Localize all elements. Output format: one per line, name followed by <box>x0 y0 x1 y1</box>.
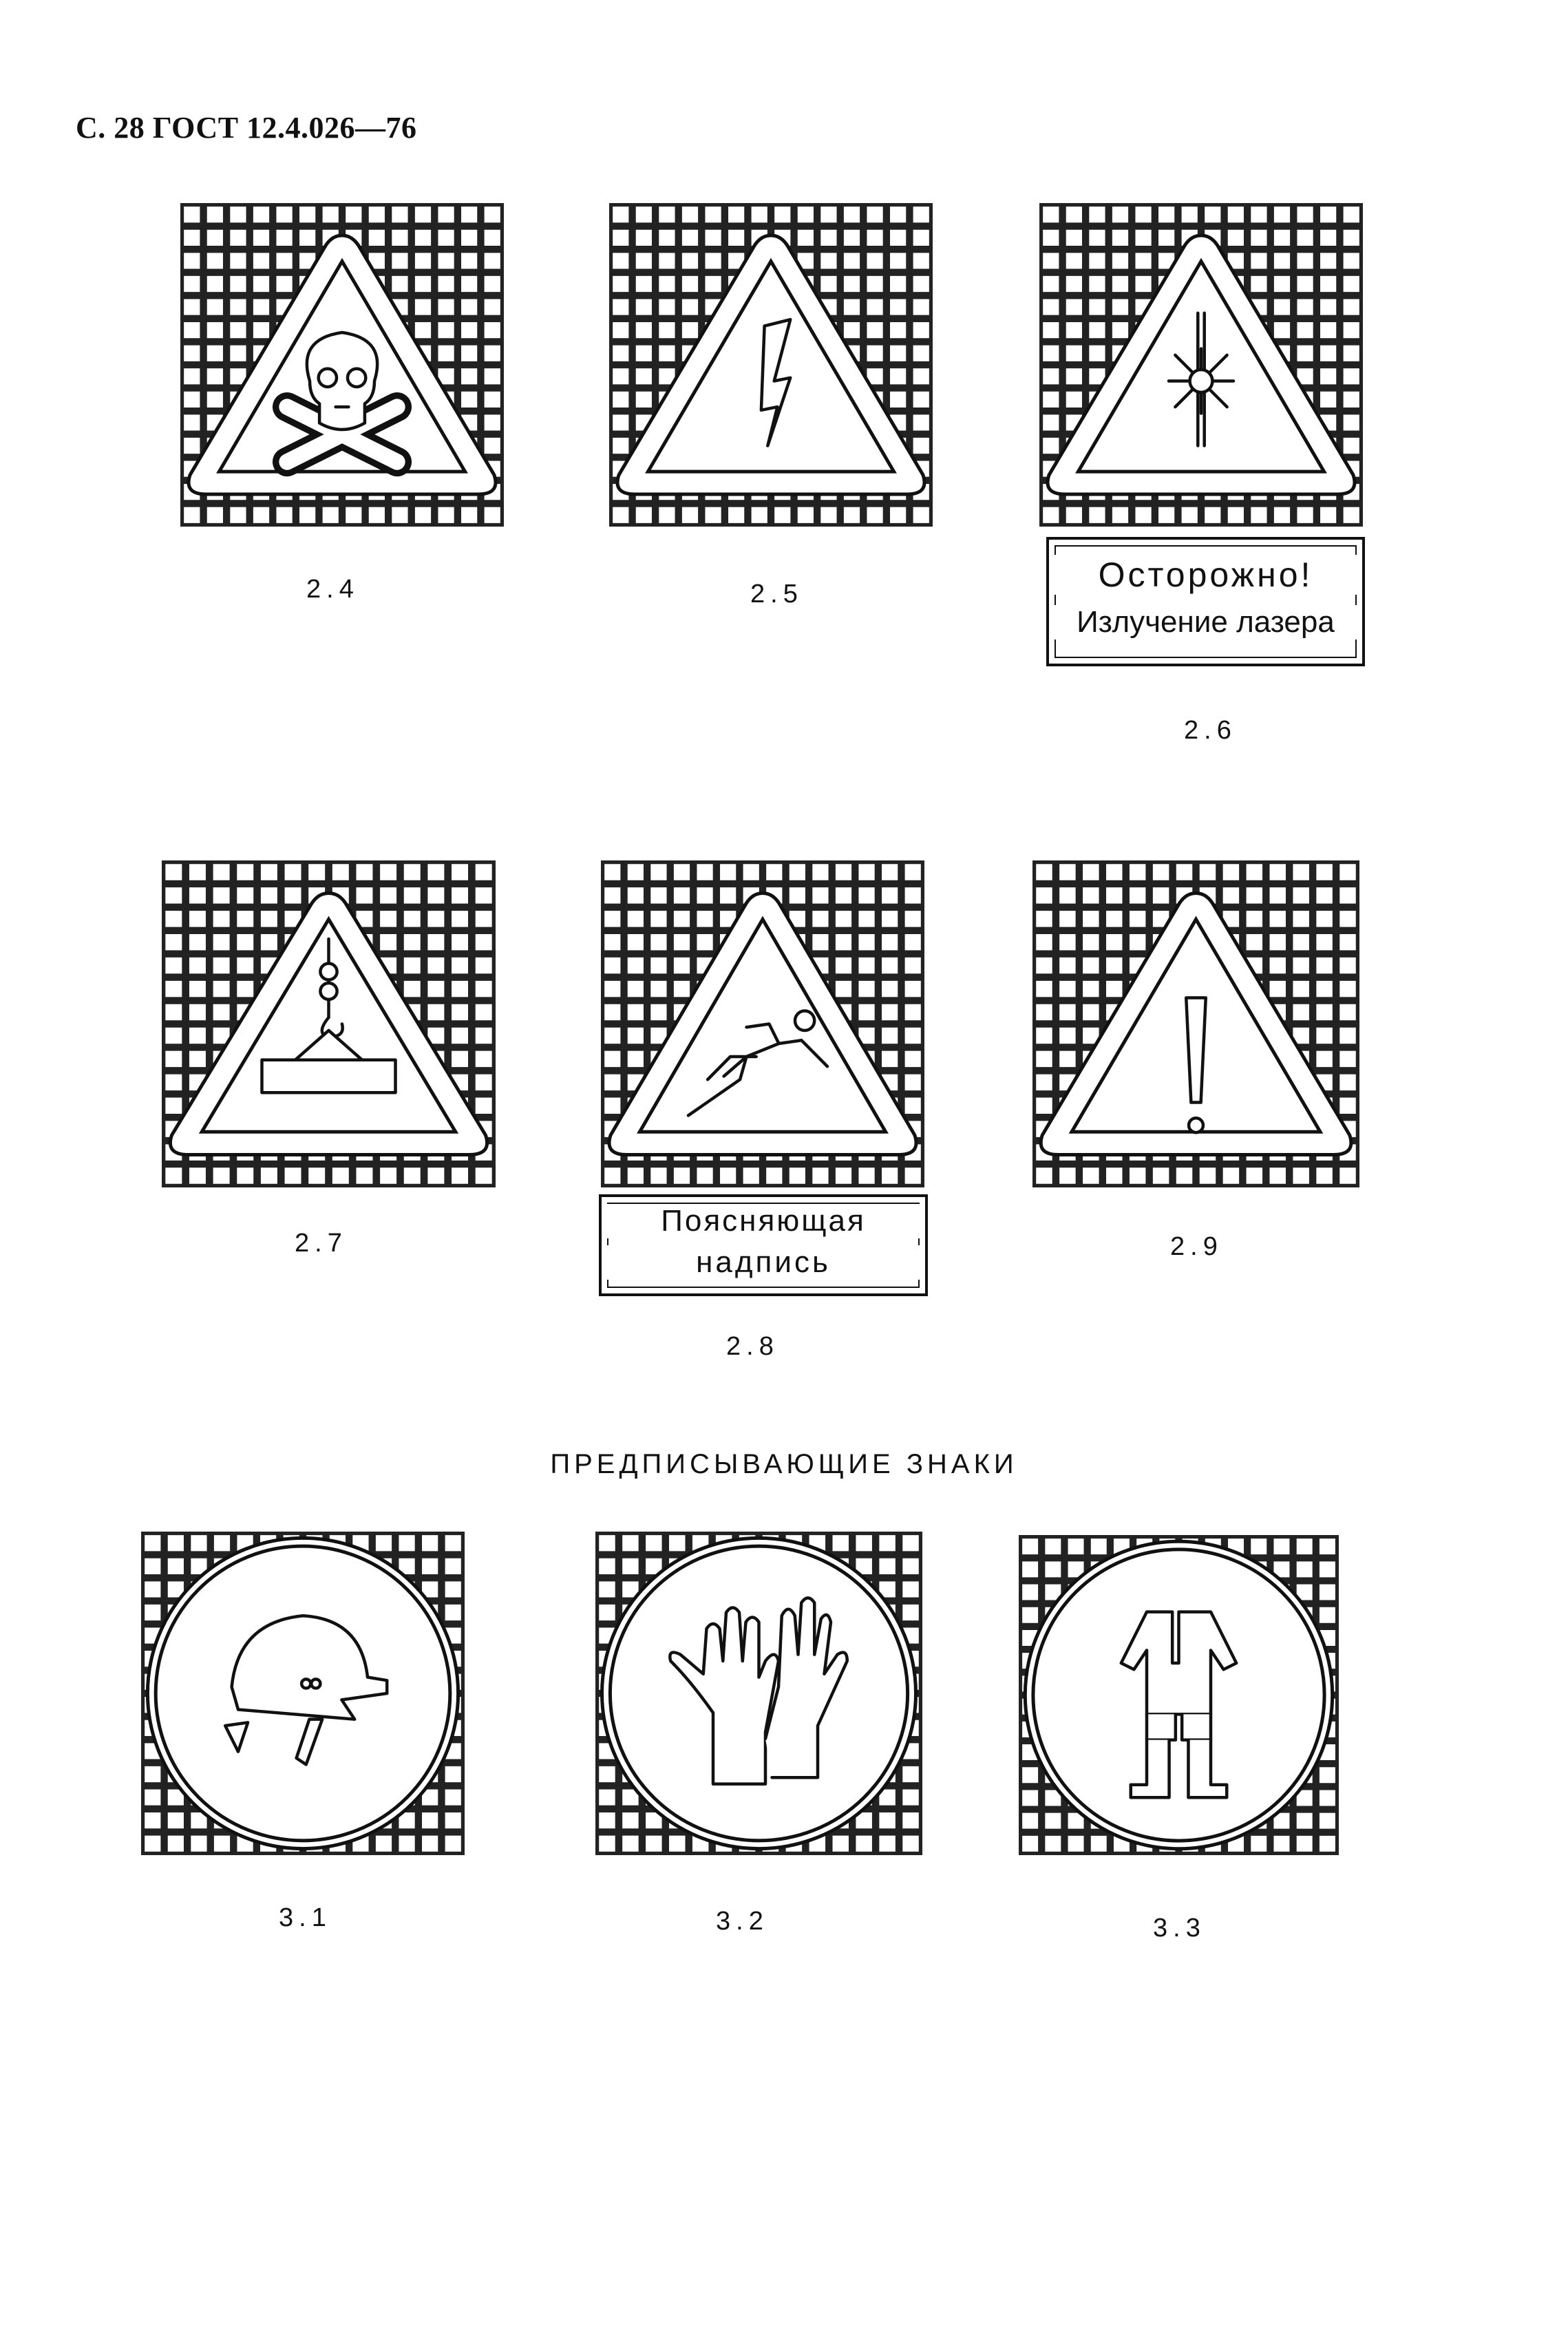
sign-2-8-panel-line-2: надпись <box>602 1245 925 1280</box>
mandatory-sign-3-2 <box>595 1532 922 1855</box>
sign-3-2-graphic <box>595 1532 922 1855</box>
section-title: ПРЕДПИСЫВАЮЩИЕ ЗНАКИ <box>550 1449 1018 1479</box>
caption-3-3: 3.3 <box>1153 1914 1206 1943</box>
sign-2-8-graphic <box>601 860 924 1187</box>
sign-2-8-panel-line-1: Поясняющая <box>602 1204 925 1238</box>
warning-sign-2-7 <box>162 860 496 1187</box>
sign-3-3-graphic <box>1019 1535 1339 1855</box>
caption-2-8: 2.8 <box>726 1332 779 1361</box>
sign-2-9-graphic <box>1032 860 1359 1187</box>
caption-2-7: 2.7 <box>295 1229 348 1258</box>
sign-2-6-panel-line-2: Излучение лазера <box>1049 605 1362 639</box>
sign-2-6-panel <box>1046 537 1365 666</box>
sign-2-6-graphic <box>1039 203 1363 527</box>
caption-3-2: 3.2 <box>716 1907 769 1936</box>
sign-2-8-panel <box>599 1194 928 1296</box>
warning-sign-2-6 <box>1039 203 1363 527</box>
sign-3-1-graphic <box>141 1532 465 1855</box>
mandatory-sign-3-3 <box>1019 1535 1339 1855</box>
caption-2-5: 2.5 <box>750 580 803 609</box>
sign-2-6-panel-line-1: Осторожно! <box>1049 555 1362 595</box>
sign-2-4-graphic <box>180 203 504 527</box>
warning-sign-2-8 <box>601 860 924 1187</box>
caption-2-9: 2.9 <box>1170 1232 1223 1261</box>
sign-2-7-graphic <box>162 860 496 1187</box>
warning-sign-2-5 <box>609 203 933 527</box>
page-header: С. 28 ГОСТ 12.4.026—76 <box>76 111 417 145</box>
sign-2-5-graphic <box>609 203 933 527</box>
warning-sign-2-4 <box>180 203 504 527</box>
caption-2-6: 2.6 <box>1184 716 1237 745</box>
mandatory-sign-3-1 <box>141 1532 465 1855</box>
caption-2-4: 2.4 <box>306 575 359 604</box>
caption-3-1: 3.1 <box>279 1903 332 1932</box>
warning-sign-2-9 <box>1032 860 1359 1187</box>
